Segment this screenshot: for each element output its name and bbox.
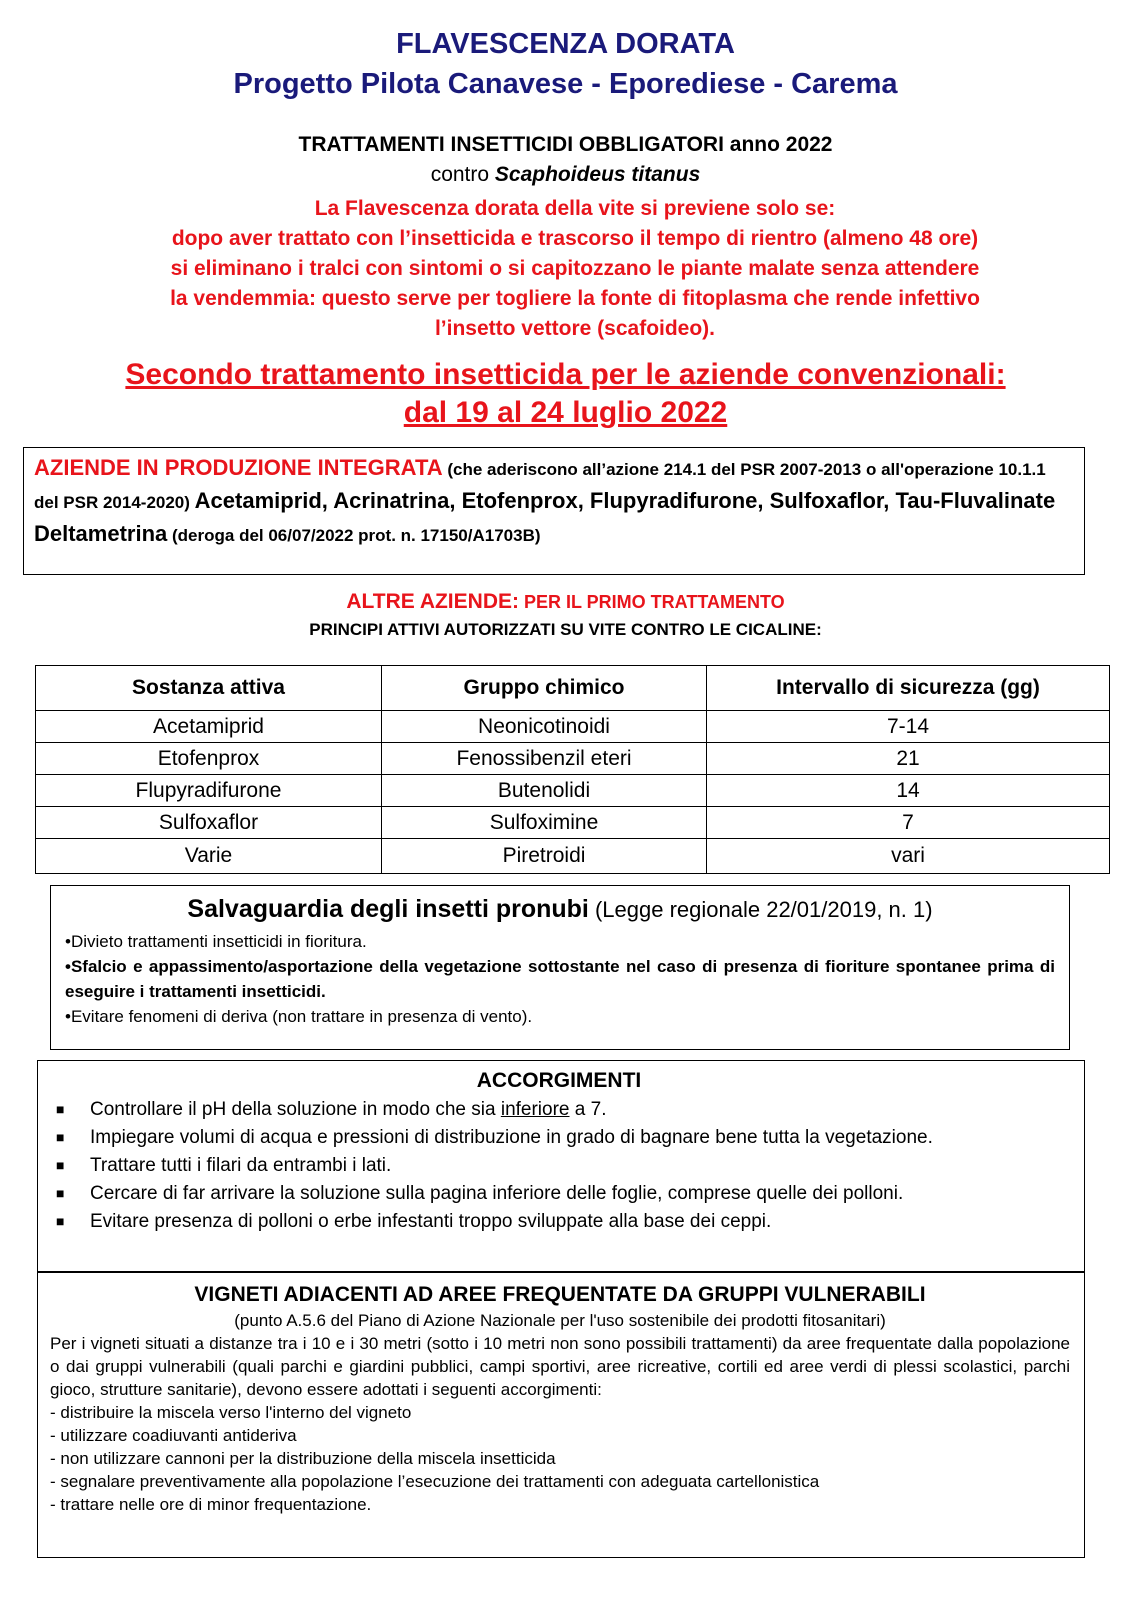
square-bullet-icon: ■ xyxy=(56,1213,65,1229)
pollinators-box xyxy=(50,885,1070,1050)
pollinators-item: •Evitare fenomeni di deriva (non trattare in presenza di vento). xyxy=(65,1007,533,1026)
precautions-list xyxy=(54,1097,1064,1234)
list-item-text: Trattare tutti i filari da entrambi i lati. xyxy=(90,1155,392,1176)
precautions-title: ACCORGIMENTI xyxy=(476,1069,642,1092)
vulnerable-areas-subtitle: (punto A.5.6 del Piano di Azione Nazionale per l'uso sostenibile dei prodotti fitosanitari) xyxy=(234,1311,886,1330)
contro-line xyxy=(0,163,1131,187)
document-subtitle: Progetto Pilota Canavese - Eporediese - Carema xyxy=(233,68,898,100)
list-item-text: Impiegare volumi di acqua e pressioni di distribuzione in grado di bagnare bene tutta la vegetazione. xyxy=(90,1127,933,1148)
underlined-word: inferiore xyxy=(500,1099,570,1120)
table-cell: vari xyxy=(707,839,1110,874)
list-item-text: a 7. xyxy=(569,1099,607,1120)
second-treatment-dates: dal 19 al 24 luglio 2022 xyxy=(403,396,728,429)
warning-line: la vendemmia: questo serve per togliere la fonte di fitoplasma che rende infettivo xyxy=(170,287,980,310)
list-item: - trattare nelle ore di minor frequentazione. xyxy=(50,1495,372,1514)
list-item: - segnalare preventivamente alla popolazione l’esecuzione dei trattamenti con adeguata cartellonistica xyxy=(50,1472,820,1491)
contro-prefix: contro xyxy=(430,163,495,186)
integrated-production-box xyxy=(23,447,1085,575)
table-cell: Flupyradifurone xyxy=(36,775,382,807)
table-row xyxy=(36,743,1110,775)
other-farms-heading xyxy=(0,590,1131,614)
other-farms-label: ALTRE AZIENDE: xyxy=(346,590,519,613)
table-cell: Sulfoximine xyxy=(382,807,707,839)
col-header: Intervallo di sicurezza (gg) xyxy=(707,666,1110,711)
list-item xyxy=(54,1125,1064,1150)
table-cell: 7 xyxy=(707,807,1110,839)
precautions-box xyxy=(37,1060,1085,1272)
list-item-text: Evitare presenza di polloni o erbe infestanti troppo sviluppate alla base dei ceppi. xyxy=(90,1211,772,1232)
second-treatment-banner xyxy=(0,356,1131,432)
treatment-title: TRATTAMENTI INSETTICIDI OBBLIGATORI anno 2022 xyxy=(298,133,833,156)
warning-line: dopo aver trattato con l’insetticida e trascorso il tempo di rientro (almeno 48 ore) xyxy=(171,227,979,250)
deltametrina-label: Deltametrina xyxy=(34,521,168,546)
list-item xyxy=(54,1209,1064,1234)
table-row xyxy=(36,807,1110,839)
pollinators-item: •Sfalcio e appassimento/asportazione della vegetazione sottostante nel caso di presenza di fioriture spontanee prima di eseguire i trattamenti insetticidi. xyxy=(65,957,1055,1001)
square-bullet-icon: ■ xyxy=(56,1129,65,1145)
col-header: Gruppo chimico xyxy=(382,666,707,711)
list-item: - utilizzare coadiuvanti antideriva xyxy=(50,1426,297,1445)
document-title: FLAVESCENZA DORATA xyxy=(396,28,735,60)
integrated-heading: AZIENDE IN PRODUZIONE INTEGRATA xyxy=(34,455,443,480)
table-row xyxy=(36,775,1110,807)
pollinators-item: •Divieto trattamenti insetticidi in fioritura. xyxy=(65,932,367,951)
warning-line: La Flavescenza dorata della vite si previene solo se: xyxy=(314,197,836,220)
table-row xyxy=(36,711,1110,743)
pollinators-title: Salvaguardia degli insetti pronubi xyxy=(187,895,589,923)
substances-table xyxy=(35,665,1110,874)
list-item-text: Cercare di far arrivare la soluzione sulla pagina inferiore delle foglie, comprese quelle dei polloni. xyxy=(90,1183,904,1204)
table-row xyxy=(36,839,1110,874)
list-item xyxy=(54,1153,1064,1178)
warning-line: si eliminano i tralci con sintomi o si capitozzano le piante malate senza attendere xyxy=(170,257,980,280)
square-bullet-icon: ■ xyxy=(56,1185,65,1201)
list-item: - non utilizzare cannoni per la distribuzione della miscela insetticida xyxy=(50,1449,556,1468)
deroga-note: (deroga del 06/07/2022 prot. n. 17150/A1703B) xyxy=(167,526,541,545)
col-header: Sostanza attiva xyxy=(36,666,382,711)
table-cell: Piretroidi xyxy=(382,839,707,874)
table-cell: Neonicotinoidi xyxy=(382,711,707,743)
list-item xyxy=(54,1097,1064,1122)
vulnerable-areas-title: VIGNETI ADIACENTI AD AREE FREQUENTATE DA GRUPPI VULNERABILI xyxy=(194,1283,926,1306)
table-header-row xyxy=(36,666,1110,711)
table-cell: Acetamiprid xyxy=(36,711,382,743)
warning-line: l’insetto vettore (scafoideo). xyxy=(434,317,716,340)
table-cell: 21 xyxy=(707,743,1110,775)
pollinators-heading xyxy=(65,892,1055,927)
list-item: - distribuire la miscela verso l'interno del vigneto xyxy=(50,1403,412,1422)
square-bullet-icon: ■ xyxy=(56,1157,65,1173)
table-cell: Sulfoxaflor xyxy=(36,807,382,839)
second-treatment-heading: Secondo trattamento insetticida per le aziende convenzionali: xyxy=(125,358,1006,391)
warning-text xyxy=(60,194,1090,344)
vulnerable-areas-paragraph: Per i vigneti situati a distanze tra i 10 e i 30 metri (sotto i 10 metri non sono possibili trattamenti) da aree frequentate dalla popolazione o dai gruppi vulnerabili (quali parchi e giardini pubblici, campi sportivi, aree ricreative, cortili ed aree verdi di plessi scolastici, parchi gioco, strutture sanitarie), devono essere adottati i seguenti accorgimenti: xyxy=(50,1334,1070,1399)
square-bullet-icon: ■ xyxy=(56,1101,65,1117)
table-cell: Butenolidi xyxy=(382,775,707,807)
other-farms-sub: PER IL PRIMO TRATTAMENTO xyxy=(518,592,785,612)
table-cell: Varie xyxy=(36,839,382,874)
table-cell: 14 xyxy=(707,775,1110,807)
integrated-substances: Acetamiprid, Acrinatrina, Etofenprox, Flupyradifurone, Sulfoxaflor, Tau-Fluvalinate xyxy=(194,488,1056,513)
pollinators-law: (Legge regionale 22/01/2019, n. 1) xyxy=(588,897,933,922)
table-cell: 7-14 xyxy=(707,711,1110,743)
list-item-text: Controllare il pH della soluzione in modo che sia xyxy=(90,1099,501,1120)
table-cell: Etofenprox xyxy=(36,743,382,775)
table-cell: Fenossibenzil eteri xyxy=(382,743,707,775)
authorized-substances-heading: PRINCIPI ATTIVI AUTORIZZATI SU VITE CONTRO LE CICALINE: xyxy=(309,620,822,639)
integrated-note: (che aderiscono all’azione 214.1 del PSR 2007-2013 o all'operazione 10.1.1 del PSR 2014-2020) xyxy=(34,460,1046,512)
list-item xyxy=(54,1181,1064,1206)
species-name: Scaphoideus titanus xyxy=(494,163,701,186)
vulnerable-areas-box xyxy=(37,1272,1085,1558)
